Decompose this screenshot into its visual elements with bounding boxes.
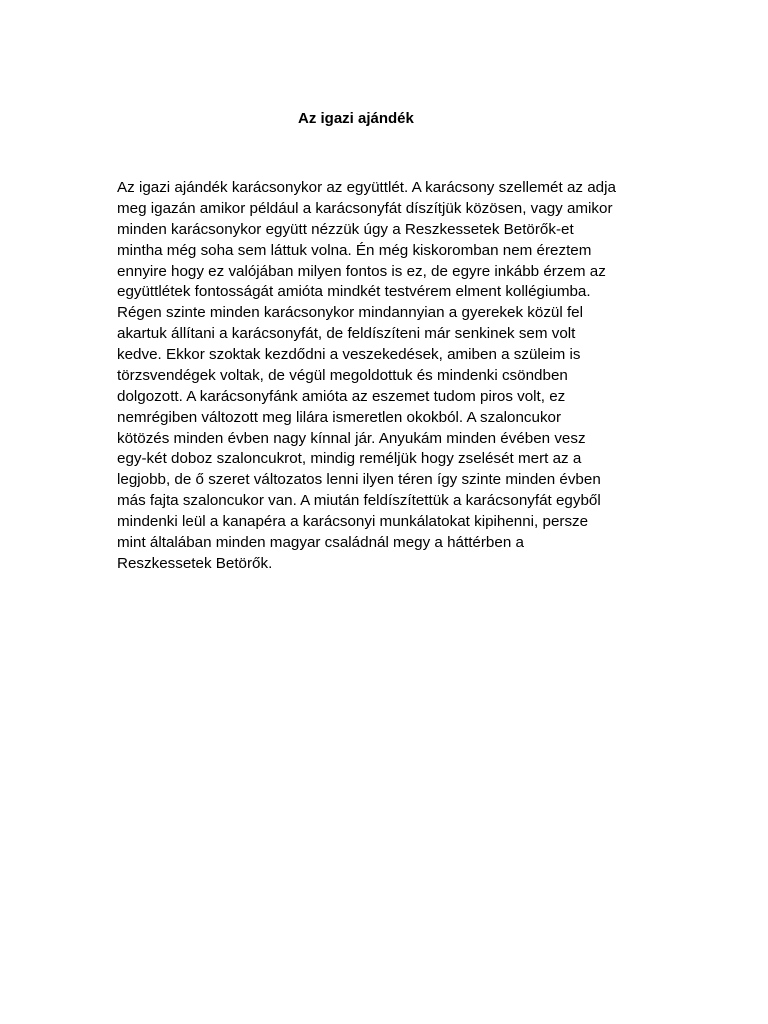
body-line: akartuk állítani a karácsonyfát, de feldíszíteni már senkinek sem volt [117,325,576,343]
body-line: Az igazi ajándék karácsonykor az együttlét. A karácsony szellemét az adja [117,179,616,196]
body-line: kedve. Ekkor szoktak kezdődni a veszekedések, amiben a szüleim is [117,346,581,363]
document-title: Az igazi ajándék [298,110,414,127]
body-line: legjobb, de ő szeret változatos lenni ilyen téren így szinte minden évben [117,471,601,489]
body-line: egy-két doboz szaloncukrot, mindig reméljük hogy zselését mert az a [117,450,582,468]
document-body [117,178,647,575]
body-line: kötözés minden évben nagy kínnal jár. Anyukám minden évében vesz [117,429,586,447]
body-line: Régen szinte minden karácsonykor mindannyian a gyerekek közül fel [117,304,583,322]
body-line: minden karácsonykor együtt nézzük úgy a Reszkessetek Betörők-et [117,220,574,238]
body-line: mintha még soha sem láttuk volna. Én még kiskoromban nem éreztem [117,241,592,259]
body-line: mint általában minden magyar családnál megy a háttérben a [117,533,524,551]
body-line: nemrégiben változott meg lilára ismeretlen okokból. A szaloncukor [117,408,562,426]
body-line: mindenki leül a kanapéra a karácsonyi munkálatokat kipihenni, persze [117,513,589,530]
body-line: meg igazán amikor például a karácsonyfát díszítjük közösen, vagy amikor [117,199,613,217]
body-line: ennyire hogy ez valójában milyen fontos is ez, de egyre inkább érzem az [117,262,606,280]
body-line: együttlétek fontosságát amióta mindkét testvérem elment kollégiumba. [117,283,591,301]
body-line: törzsvendégek voltak, de végül megoldottuk és mindenki csöndben [117,366,568,384]
body-line: más fajta szaloncukor van. A miután feldíszítettük a karácsonyfát egyből [117,492,601,510]
body-line: dolgozott. A karácsonyfánk amióta az eszemet tudom piros volt, ez [117,387,566,405]
body-line: Reszkessetek Betörők. [117,554,273,572]
